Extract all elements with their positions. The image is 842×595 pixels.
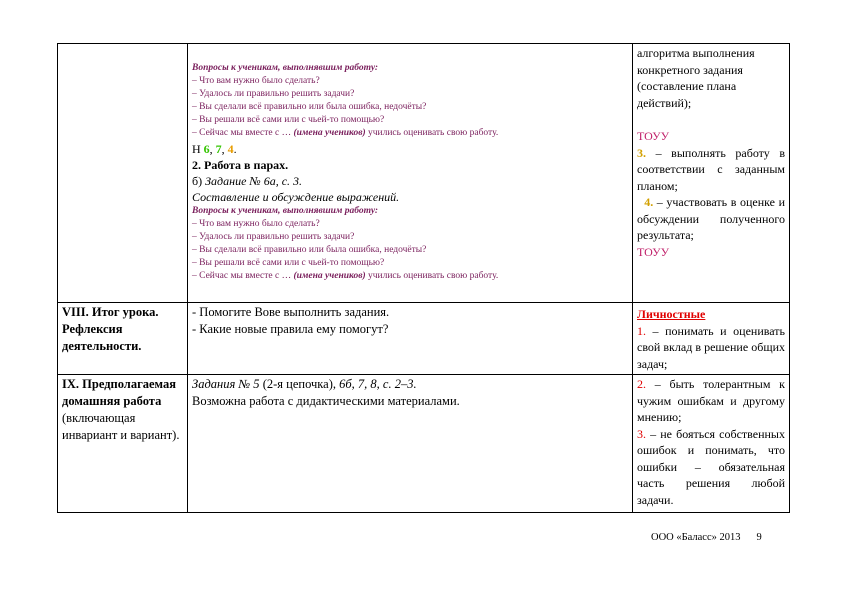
questions-heading: Вопросы к ученикам, выполнявшим работу: [192, 63, 379, 73]
questions-block [192, 205, 628, 283]
item-text: – участвовать в оценке и обсуждении полученного результата; [637, 195, 786, 242]
task-line [192, 173, 628, 189]
question-line: – Вы сделали всё правильно или была ошибка, недочёты? [192, 102, 427, 112]
question-text: – Сейчас мы вместе с … [192, 271, 294, 281]
uud-item [637, 376, 785, 426]
activity-line: - Помогите Вове выполнить задания. [192, 305, 390, 319]
publisher-label: ООО «Баласс» 2013 [651, 532, 741, 543]
page-footer [651, 532, 762, 543]
question-line: – Вы решали всё сами или с чьей-то помощью? [192, 258, 385, 268]
uud-text: (составление плана [637, 79, 737, 93]
table-row [58, 44, 790, 303]
item-number: 3. [637, 426, 646, 441]
activity-cell [188, 44, 633, 303]
uud-text: алгоритма выполнения [637, 46, 755, 60]
item-number: 2. [637, 377, 646, 391]
question-line: – Что вам нужно было сделать? [192, 76, 320, 86]
stage-title: VIII. Итог урока. Рефлексия деятельности. [62, 305, 159, 353]
question-text: учились оценивать свою работу. [365, 128, 499, 138]
h-sep: , [221, 142, 228, 156]
activity-cell [188, 303, 633, 375]
homework-line: Возможна работа с дидактическими материалами. [192, 394, 460, 408]
item-text: – выполнять работу в соответствии с заданным планом; [637, 145, 785, 193]
h-num-green: 6 [203, 142, 210, 156]
item-number: 4. [644, 195, 654, 209]
task-ref: Задание № 6а, с. 3. [205, 174, 303, 188]
item-text: – не бояться собственных ошибок и понимать, что ошибки – обязательная часть решения любой задачи. [637, 426, 785, 507]
uud-item [637, 426, 785, 509]
item-number: 3. [637, 145, 646, 160]
stage-title: IX. Предполагаемая домашняя работа [62, 377, 176, 408]
table-row [58, 375, 790, 513]
uud-item [637, 145, 785, 195]
h-line [192, 141, 628, 157]
question-text: учились оценивать свою работу. [365, 271, 499, 281]
h-end: . [233, 142, 237, 156]
h-num-orange: 4 [227, 142, 234, 156]
uud-cell [633, 44, 790, 303]
homework-ref: 6б, 7, 8, с. 2–3. [339, 377, 417, 391]
h-num-green: 7 [215, 142, 222, 156]
task-prefix: б) [192, 174, 206, 188]
homework-ref: Задания № 5 [192, 377, 260, 391]
question-line [192, 127, 628, 140]
item-text: – быть толерантным к чужим ошибкам и другому мнению; [637, 377, 785, 424]
h-prefix: Н [192, 142, 204, 156]
stage-cell [58, 303, 188, 375]
discussion-line: Составление и обсуждение выражений. [192, 190, 400, 204]
uud-text: действий); [637, 95, 692, 110]
question-line: – Удалось ли правильно решить задачи? [192, 232, 355, 242]
question-line: – Вы решали всё сами или с чьей-то помощью? [192, 115, 385, 125]
student-names: (имена учеников) [293, 271, 366, 281]
questions-heading: Вопросы к ученикам, выполнявшим работу: [192, 206, 379, 216]
uud-heading: ТОУУ [637, 129, 670, 143]
pairs-title: 2. Работа в парах. [192, 158, 289, 172]
activity-cell [188, 375, 633, 513]
stage-note: (включающая инвариант и вариант). [62, 411, 180, 442]
question-line: – Удалось ли правильно решить задачи? [192, 89, 355, 99]
lesson-table [57, 43, 790, 513]
uud-text: конкретного задания [637, 62, 743, 77]
page-number: 9 [756, 532, 762, 543]
uud-cell [633, 303, 790, 375]
question-line: – Вы сделали всё правильно или была ошибка, недочёты? [192, 245, 427, 255]
homework-line [192, 376, 628, 393]
uud-heading: Личностные [637, 307, 706, 321]
question-line: – Что вам нужно было сделать? [192, 219, 320, 229]
table-row [58, 303, 790, 375]
uud-item [637, 323, 785, 373]
question-line [192, 270, 628, 283]
item-number: 1. [637, 323, 646, 338]
uud-item [637, 194, 785, 244]
h-sep: , [209, 142, 216, 156]
question-text: – Сейчас мы вместе с … [192, 128, 294, 138]
uud-cell [633, 375, 790, 513]
student-names: (имена учеников) [293, 128, 366, 138]
homework-text: (2-я цепочка), [259, 377, 340, 391]
stage-cell [58, 375, 188, 513]
activity-line: - Какие новые правила ему помогут? [192, 322, 389, 336]
item-text: – понимать и оценивать свой вклад в решение общих задач; [637, 323, 785, 371]
questions-block [192, 62, 628, 140]
stage-cell-empty [58, 44, 188, 303]
uud-heading: ТОУУ [637, 244, 670, 259]
